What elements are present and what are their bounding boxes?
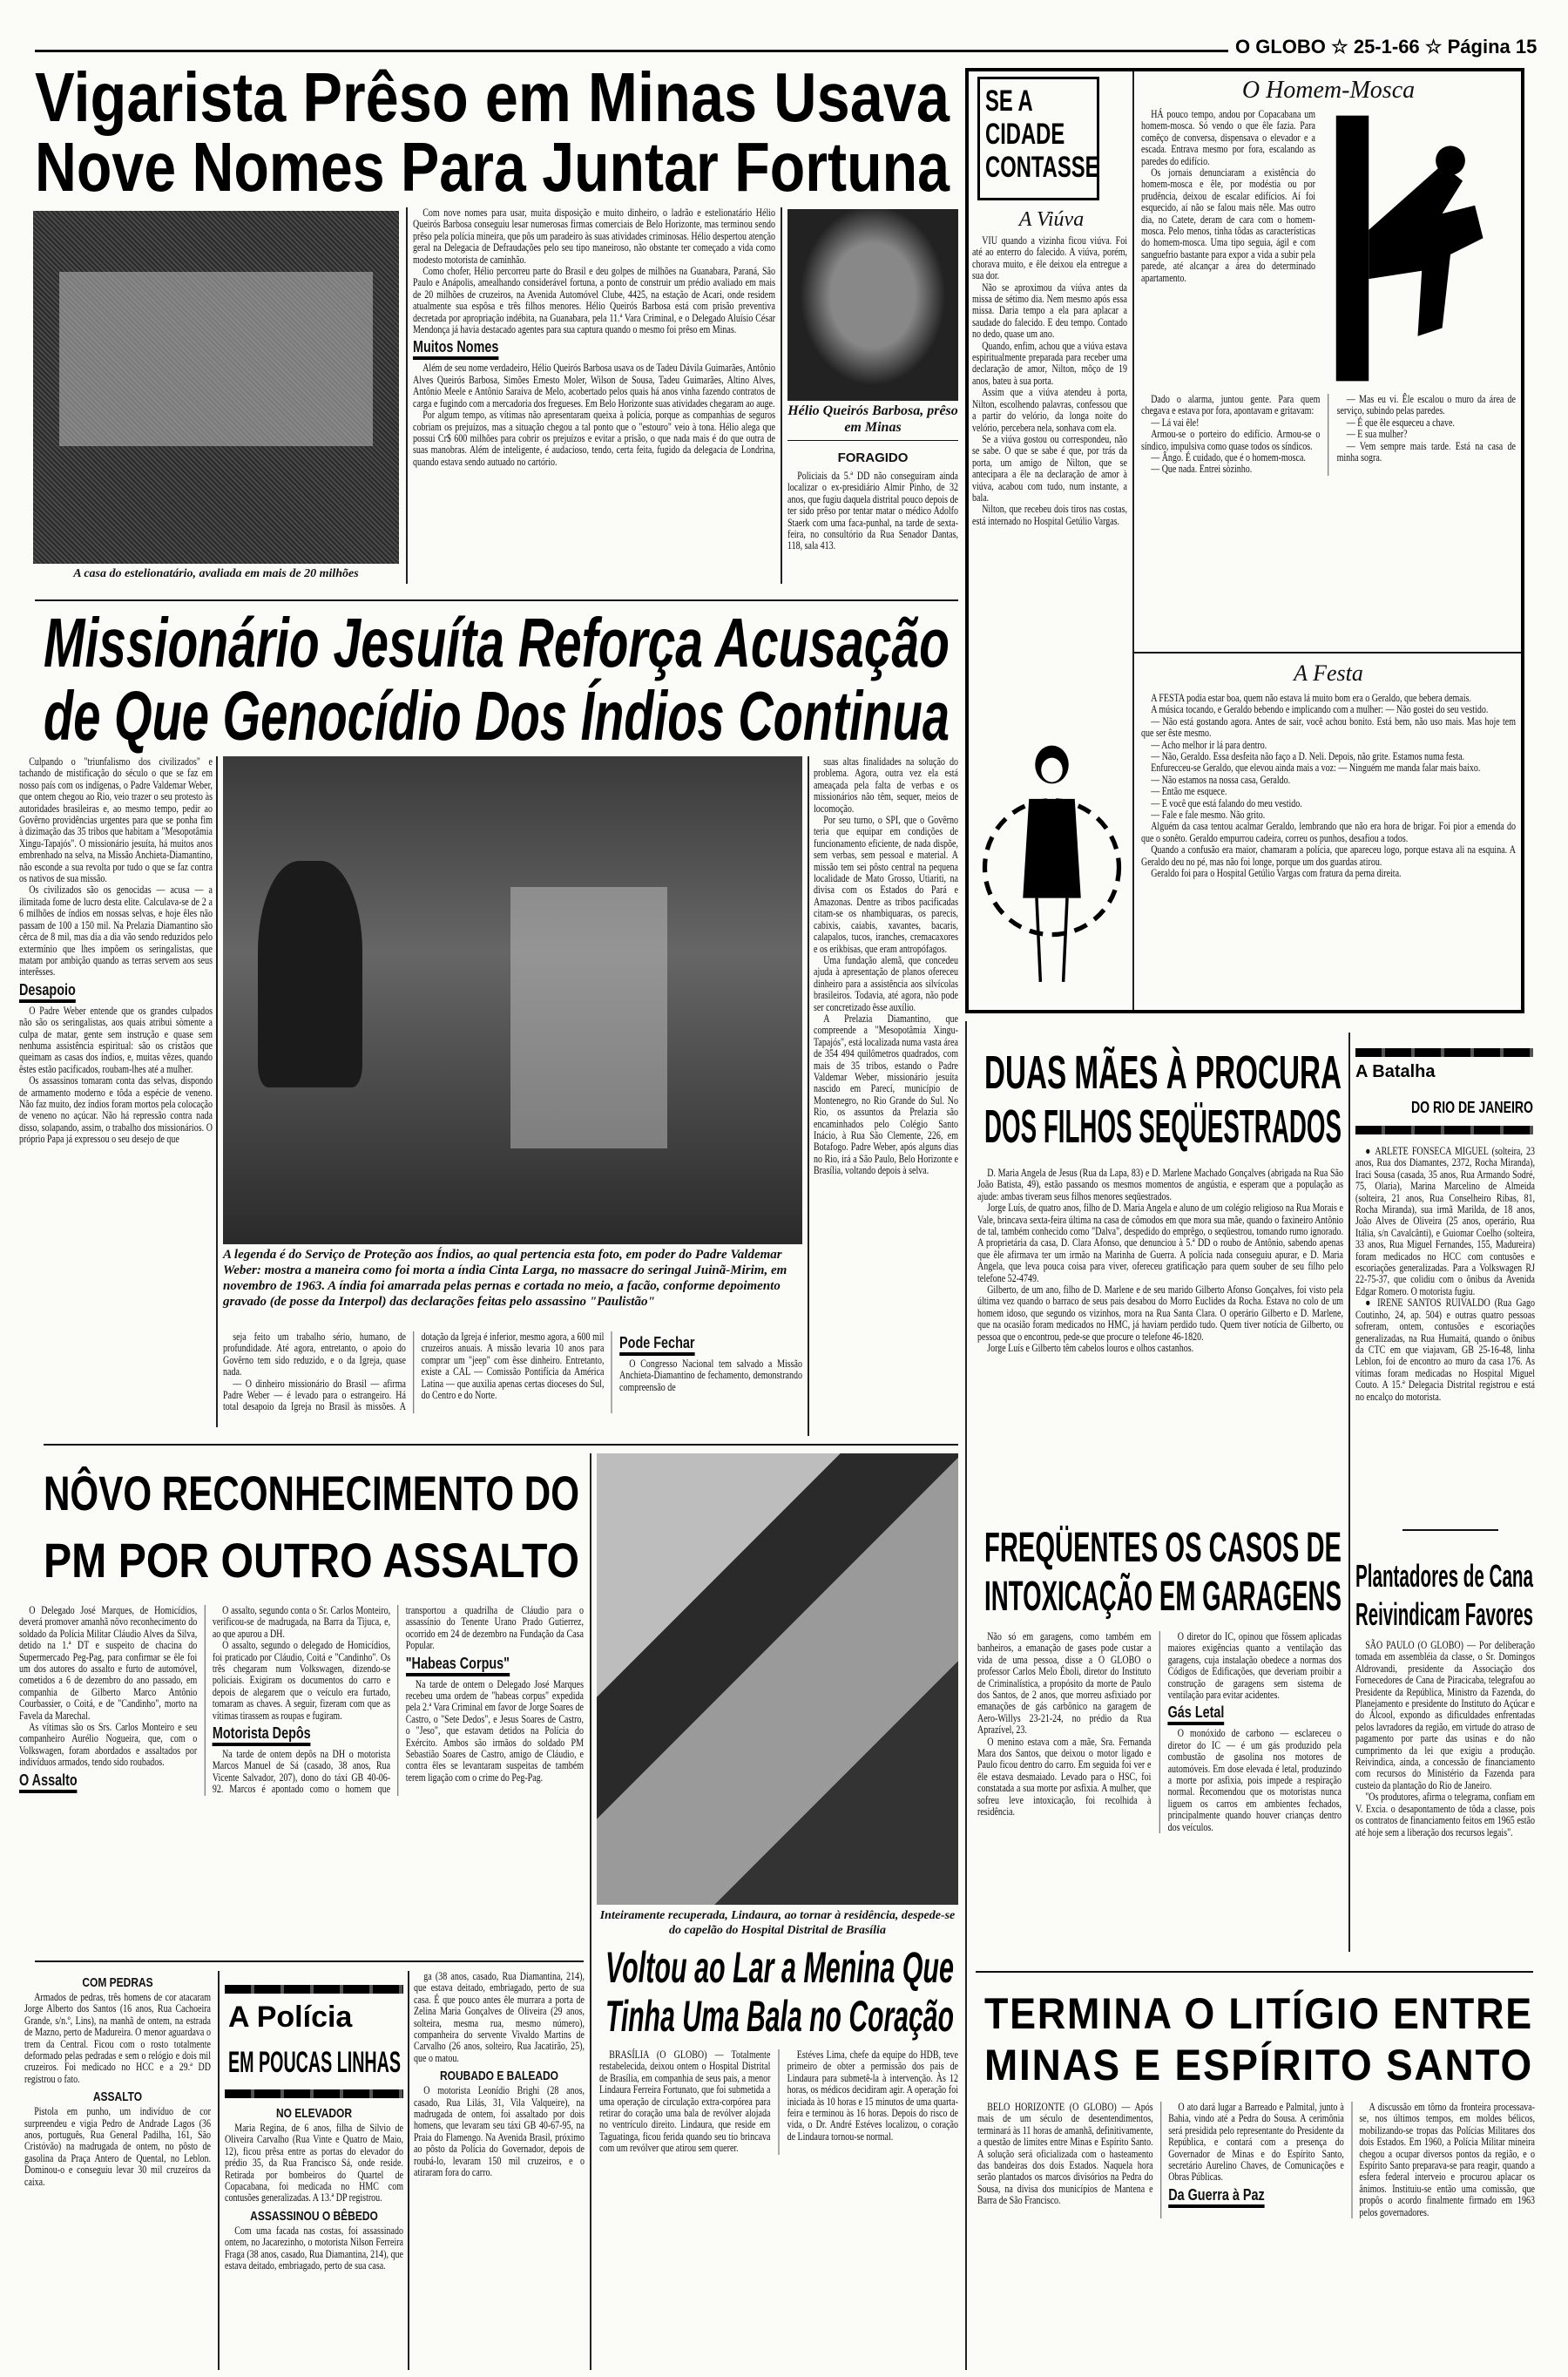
house-photo-caption: A casa do estelionatário, avaliada em mais de 20 milhões [73,567,359,580]
paragraph: — E sua mulher? [1346,428,1408,441]
duas-maes-headline-1: DUAS MÃES À PROCURA [984,1046,1342,1099]
termina-headline-2: MINAS E ESPÍRITO SANTO [984,2041,1533,2089]
paragraph: Se a viúva gostou ou correspondeu, não se sabe. O que se sabe é que, por trás da porta, um amigo de Nilton, que se antecipara a êle na declaração de amor à viúva, acabou com tudo, num instante, a bala. [972,432,1127,504]
festa-title: A Festa [1294,660,1363,686]
item-title: NO ELEVADOR [275,2106,353,2121]
paragraph: Na tarde de ontem o Delegado José Marques recebeu uma ordem de "habeas corpus" expedida pela 2.ª Vara Criminal em favor de Jorge Soares de Castro, o "Sete Dedos", e Jesus Soares de Castro, o "Jeso", que estavam detidos na Polícia do Exército. Ambos são irmãos do soldado PM Sebastião Soares de Castro, amigo de Cláudio, e contra êles se levantaram suspeitas de também terem ligação com o crime do Peg-Pag. [405,1677,584,1784]
paragraph: Uma fundação alemã, que concedeu ajuda à apresentação de planos ofereceu dinheiro para a assistência aos silvícolas brasileiros. Todavia, até agora, não pode ser concretizado êsse auxílio. [814,953,958,1013]
section-rule [35,599,958,601]
paragraph: O monóxido de carbono — esclareceu o diretor do IC — é um gás produzido pela combustão de gasolina nos motores de automóveis. Em dose elevada é letal, produzindo a morte por asfixia, pois impede a respiração normal. Recomendou que os motoristas nunca liguem os carros em ambientes fechados, principalmente quando houver crianças dentro dos veículos. [1167,1727,1342,1833]
termina-article [977,2102,1535,2367]
paragraph: seja feito um trabalho sério, humano, de profundidade. Até agora, entretanto, o apoio do Govêrno tem sido reduzido, e o da Igreja, quase nada. [223,1331,406,1378]
paragraph: As vítimas são os Srs. Carlos Monteiro e seu companheiro Aurélio Nogueira, que, com o Volkswagen, foram abordados e assaltados por indivíduos armados, tendo sido roubados. [19,1721,198,1769]
policia-left-column [24,1971,211,2372]
paragraph: Por algum tempo, as vítimas não apresentaram queixa à polícia, porque as companhias de seguros cobriam os prejuízos, mas a situação chegou a tal ponto que o "estouro" veio à tona. Hélio alega que possui Cr$ 600 milhões para cobrir os prejuízos e evitar a prisão, o que nada mais é do que outra de suas manobras. Além de inteligente, é audacioso, tendo, certa feita, fugido da delegacia de Londrina, quando estava sendo autuado no cartório. [413,409,775,468]
column-divider [1132,71,1134,1010]
voltou-headline-1-wrap [605,1945,1178,1991]
paragraph: Policiais da 5.ª DD não conseguiram ainda localizar o ex-presidiário Almir Pinho, de 32 anos, que fugiu daquela distrital pouco depois de ter sido prêso por tentar matar o médico Adolfo Staerk com uma faca-punhal, na tarde de sexta-feira, no consultório da Rua Senador Dantas, 118, sala 413. [787,470,958,552]
paragraph: — Que nada. Entrei sòzinho. [1151,463,1253,476]
homem-mosca-text [1141,109,1315,388]
frequentes-headline-1-wrap [984,1527,1568,1570]
portrait-caption: Hélio Queirós Barbosa, prêso em Minas [787,403,958,435]
festa-illustration [976,710,1128,1002]
batalha-items [1355,1146,1535,1512]
sidebar-bar [1355,1126,1533,1134]
subhead-gas-letal: Gás Letal [1168,1703,1225,1725]
paragraph: A FESTA podia estar boa, quem não estava lá muito bom era o Geraldo, que bebera demais. [1151,692,1471,704]
paragraph: Com uma facada nas costas, foi assassinado ontem, no Jacarezinho, o motorista Nilson Ferreira Fraga (38 anos, casado, Rua Diamantina, 214), que estava deitado, embriagado, perto de sua casa. [225,2224,403,2272]
voltou-headline-1: Voltou ao Lar a Menina Que [605,1943,954,1992]
paragraph: Assim que a viúva atendeu à porta, Nilton, escolhendo palavras, confessou que a partir do velório, da longa noite do velório, percebera nela, sonhava com ela. [972,386,1127,434]
paragraph: O assalto, segundo o delegado de Homicídios, foi praticado por Cláudio, Coitá e "Candinho". Os três chegaram num Volkswagen, dizendo-se policiais. Exigiram os documentos do carro e depois de alegarem que o veículo era furtado, tomaram as chaves. A seguir, fizeram com que as vítimas tirassem as roupas e fugiram. [212,1639,391,1722]
paragraph: Com nove nomes para usar, muita disposição e muito dinheiro, o ladrão e estelionatário Hélio Queirós Barbosa conseguiu lesar numerosas firmas comerciais de Belo Horizonte, mas terminou sendo prêso pela polícia mineira, que pôs um paradeiro às suas atividades criminosas. Hélio despertou atenção geral na Delegacia de Defraudações pelo seu tipo maneiroso, não obstante ter começado a vida como modesto motorista de caminhão. [413,207,775,266]
paragraph: O Delegado José Marques, de Homicídios, deverá promover amanhã nôvo reconhecimento do soldado da Polícia Militar Cláudio Alves da Silva, detido na 1.ª DT e suspeito de chacina do Supermercado Peg-Pag, para confirmar se êle foi um dos autores do assalto e furto de automóvel, cometidos a 6 de dezembro do ano passado, em companhia de Gilberto Marco Antônio Courbassier, o Coitá, e de "Candinho", morto na Favela da Marechal. [19,1604,198,1722]
paragraph: — Lá vai êle! [1151,416,1200,429]
paragraph: Estéves Lima, chefe da equipe do HDB, teve primeiro de obter a permissão dos pais de Lindaura para submetê-la à intervenção. Às 12 horas, os médicos decidiram agir. A operação foi iniciada às 10 horas e 15 minutos de uma quarta-feira e terminou às 16 horas. Depois do risco de vida, o Dr. André Estéves localizou, o coração de Lindaura tornou-se normal. [787,2049,958,2143]
paragraph: O Padre Weber entende que os grandes culpados não são os seringalistas, aos quais atribui sòmente a culpa de matar, gente sem instrução e quase sem nenhuma assistência espiritual: são os cristãos que queimam as casas dos índios, e, muitas vêzes, quando êstes estão pacificados, roubam-lhes até a mulher. [19,1004,213,1075]
batalha-subtitle: DO RIO DE JANEIRO [1411,1099,1534,1116]
paragraph: — Não está gostando agora. Antes de sair, você achou bonito. Está bem, não uso mais. Mas hoje tem que ser êste mesmo. [1141,714,1516,740]
missionario-left-column [19,756,213,1427]
frequentes-headline-2-wrap [984,1575,1568,1619]
paragraph: — O dinheiro missionário do Brasil — afirma Padre Weber — é levado para o estrangeiro. Há total desapoio da Igreja no Brasil às missões. A dotação da Igreja é inferior, mesmo agora, a 600 mil cruzeiros anuais. A missão levaria 10 anos para comprar um "jeep" com êsse dinheiro. Entretanto, existe a CAL — Comissão Pontifícia da América Latina — que auxilia apenas certas dioceses do Sul, do Centro e do Norte. [223,1331,605,1413]
paragraph: A Prelazia Diamantino, que compreende a "Mesopotâmia Xingu-Tapajós", está localizada numa vasta área de 354 494 quilômetros quadrados, com mais de 35 tribos, estando o Padre Valdemar Weber, missionário jesuíta nascido em Parecí, município de Montenegro, no Rio Grande do Sul. No Rio, os assuntos da Prelazia são encaminhados pelo Colégio Santo Inácio, à Rua São Clemente, 226, em Botafogo. Padre Weber, após alguns dias no Rio, irá a São Paulo, Belo Horizonte e Brasília, voltando depois à selva. [814,1012,958,1177]
paragraph: — Não estamos na nossa casa, Geraldo. [1151,773,1291,786]
paragraph: Jorge Luís, de quatro anos, filho de D. Maria Angela e aluno de um colégio religioso na Rua Morais e Vale, brincava sexta-feira última na casa de cômodos em que mora sua mãe, quando o faxineiro Antônio de tal, também conhecido como "Dalva", despedido do emprêgo, o seqüestrou, tomando rumo ignorado. A proprietária da casa, D. Clara Afonso, que denunciou à 5.ª DD o roubo de Antônio, sabendo apenas que êle afirmava ter um irmão na Marinha de Guerra. A polícia nada conseguiu apurar, e D. Maria Angela, que leva pouca coisa para viver, ofereceu gratificação para quem souber de seu filho pelo telefone 52-4749. [977,1202,1343,1284]
paragraph: D. Maria Angela de Jesus (Rua da Lapa, 83) e D. Marlene Machado Gonçalves (abrigada na Rua São João Batista, 49), estão passando os mesmos momentos de angústia, e esperam que a população as ajude: ambas tiveram seus filhos menores seqüestrados. [977,1167,1343,1202]
policia-title-2: EM POUCAS LINHAS [228,2046,402,2079]
missionario-right-column [814,756,958,1436]
paragraph: Gilberto, de um ano, filho de D. Marlene e de seu marido Gilberto Afonso Gonçalves, foi visto pela última vez quando o barraco de seus pais desabou do Morro Euclides da Rocha. Estava no colo de um homem idoso, que segundo os vizinhos, mora na Rua Santa Clara. O operário Gilberto e D. Marlene, que na ocasião foram medicados no HMC, já haviam perdido tudo. Quem tiver notícia de Gilberto, ou pessoa que o encontrou, pede-se que procure o telefone 46-1820. [977,1283,1343,1343]
vigarista-headline-2: Nove Nomes Para Juntar Fortuna [35,128,950,206]
masthead [1235,37,1562,59]
vigarista-article [413,207,775,584]
lindaura-photo-caption: Inteiramente recuperada, Lindaura, ao tornar à residência, despede-se do capelão do Hospital Distrital de Brasília [599,1909,956,1937]
termina-headline-1: TERMINA O LITÍGIO ENTRE [984,1989,1533,2038]
column-divider [965,1021,967,2370]
column-divider [216,756,218,1427]
policia-bar [225,2089,403,2098]
frequentes-article [977,1631,1342,1949]
section-rule [44,1444,958,1446]
paragraph: Não só em garagens, como também em banheiros, a emanação de gases pode custar a vida de uma pessoa, disse a O GLOBO o professor Carlos Melo Éboli, diretor do Instituto de Criminalística, a propósito da morte de Paulo dos Santos, de 2 anos, que morreu asfixiado por emanações de gás carbônico na garagem de Aero-Willys 23-21-24, no prédio da Rua Aprazível, 23. [977,1630,1152,1737]
paragraph: HÁ pouco tempo, andou por Copacabana um homem-mosca. Só vendo o que êle fazia. Para comêço de conversa, dispensava o elevador e a escada. Entrava mesmo por fora, escalando as paredes do edifício. [1141,108,1315,167]
novo-reconhecimento-headline-1: NÔVO RECONHECIMENTO DO [44,1466,579,1520]
paragraph: O diretor do IC, opinou que fôssem aplicadas maiores exigências quanto a ventilação das garagens, cuja instalação obedece a normas dos Códigos de Edificações, que deveriam proibir a construção de garagens sem sistema de ventilação para evitar acidentes. [1167,1630,1342,1702]
subhead-o-assalto: O Assalto [19,1771,78,1793]
paragraph: Na tarde de ontem depôs na DH o motorista Marcos Manuel de Sá (casado, 38 anos, Rua Vicente Salvador, 207), dono do táxi GB 40-06-92. Marcos é apontado como o homem que transportou a quadrilha de Cláudio para o assassínio do Tenente Urano Prado Gutierrez, ocorrido em 24 de dezembro na Fundação da Casa Popular. [212,1604,584,1796]
column-logo-text: SE A CIDADE CONTASSE [985,85,1099,184]
column-divider [408,1971,409,2370]
subhead-muitos-nomes: Muitos Nomes [413,338,498,360]
paragraph: Geraldo foi para o Hospital Getúlio Vargas com fratura da perna direita. [1151,867,1402,880]
paragraph: Maria Regina, de 6 anos, filha de Silvio de Oliveira Carvalho (Rua Vinte e Quatro de Maio, 12), ficou prêsa entre as portas do elevador do prédio 35, da Rua Francisco Sá, onde reside. Retirada por bombeiros do Quartel de Copacabana, foi medicada no HMC com contusões generalizadas. A 13.ª DP registrou. [225,2122,403,2204]
subhead-habeas-corpus: "Habeas Corpus" [406,1655,510,1676]
column-divider [808,756,809,1436]
plantadores-headline-1: Plantadores de Cana [1355,1558,1533,1594]
paragraph: Nilton, que recebeu dois tiros nas costas, está internado no Hospital Getúlio Vargas. [972,503,1127,527]
policia-bar [225,1985,403,1994]
paragraph: O assalto, segundo conta o Sr. Carlos Monteiro, verificou-se de madrugada, na Barra da Tijuca, e, ao que apurou a DH. [212,1604,391,1640]
homem-mosca-title: O Homem-Mosca [1241,77,1416,104]
paragraph: A música tocando, e Geraldo bebendo e implicando com a mulher: — Não gostei do seu vestido. [1151,703,1489,716]
item-title: ROUBADO E BALEADO [439,2069,558,2084]
duas-maes-article [977,1168,1343,1490]
paragraph: Armados de pedras, três homens de cor atacaram Jorge Alberto dos Santos (16 anos, Rua Cachoeira Grande, s/n.º, Lins), na manhã de ontem, na estrada de Mazno, perto de Madureira. O menor aguardava o trem da Central. Ficou com o rosto totalmente deformado pelas pedradas e sem o relógio e dois mil cruzeiros. Foi medicado no HCC e a 29.ª DD registrou o fato. [24,1991,212,2085]
column-divider [781,207,782,584]
subhead-pode-fechar: Pode Fechar [619,1334,694,1356]
plantadores-headline-2: Reivindicam Favores [1355,1596,1534,1632]
voltou-headline-2: Tinha Uma Bala no Coração [605,1992,955,2041]
frequentes-headline-1: FREQÜENTES OS CASOS DE [984,1525,1342,1571]
paragraph: — Fale e fale mesmo. Não grito. [1151,809,1266,822]
divider [787,440,958,441]
masthead-folio: O GLOBO ☆ 25-1-66 ☆ Página 15 [1235,36,1538,58]
paragraph: Culpando o "triunfalismo dos civilizados" e tachando de mistificação do século o que se faz em nosso país com os indígenas, o Padre Valdemar Weber, que ontem chegou ao Rio, veio trazer o seu protesto às autoridades brasileiras e, ao mesmo tempo, pedir ao Govêrno providências urgentes para que se ponha fim à dizimação das 35 tribos que habitam a "Mesopotâmia Xingu-Tapajós". O missionário jesuíta, há muitos anos embrenhado na selva, na Missão Anchieta-Diamantino, não esconde a sua revolta por tudo o que se faz contra os nativos de sua missão. [19,755,213,885]
paragraph: O menino estava com a mãe, Sra. Fernanda Mara dos Santos, que deixou o motor ligado e Paulo ficou dentro do carro. Em seguida foi ver e êle estava desmaiado. Levado para o HSC, foi constatada a sua morte por asfixia. A mulher, que sofreu leve intoxicação, foi recolhida à residência. [977,1735,1152,1818]
homem-mosca-illustration [1320,109,1516,388]
portrait-photo [787,209,958,401]
paragraph: O ato dará lugar a Barreado e Palmital, junto à Bahia, vindo até a Pedra do Sousa. A cerimônia será presidida pelo representante do Presidente da República, e contará com a presença do Governador de Minas e do Espírito Santo, secretário Aurelino Chaves, de Comunicações e Obras Públicas. [1168,2101,1344,2184]
vigarista-headline-1: Vigarista Prêso em Minas Usava [35,58,950,136]
paragraph: ● IRENE SANTOS RUIVALDO (Rua Gago Coutinho, 24, ap. 504) e outras quatro pessoas sofreram, ontem, contusões e escoriações generalizadas, na Rua Humaitá, quando o ônibus da CTC em que viajavam, GB 25-16-48, linha Leblon, foi de encontro ao muro da casa 176. As vítimas foram medicadas no Hospital Miguel Couto. A 15.ª Delegacia Distrital registrou e está no encalço do motorista. [1355,1297,1535,1403]
massacre-photo [223,756,802,1244]
paragraph: Os civilizados são os genocidas — acusa — a ilimitada fome de lucro desta elite. Calculava-se de 2 a 6 milhões de índios em nossas selvas, e hoje êles não passam de 100 a 150 mil. Na Prelazia Diamantino são cêrca de 8 mil, mas dia a dia vão sendo reduzidos pelo extermínio que lhes impõem os seringalistas, que matam por ambição quando as terras servem aos seus interêsses. [19,884,213,979]
novo-reconhecimento-headline-2-wrap [44,1535,666,1587]
column-divider [590,1453,591,2370]
paragraph: — Então me esquece. [1151,785,1227,798]
section-rule [976,1971,1533,1973]
subhead-da-guerra-a-paz: Da Guerra à Paz [1168,2186,1264,2208]
missionario-headline-1: Missionário Jesuíta Reforça Acusação [44,604,950,681]
policia-middle-column [225,2102,403,2370]
section-rule [35,1961,584,1962]
batalha-title: A Batalha [1355,1062,1436,1081]
item-title: ASSASSINOU O BÊBEDO [250,2208,378,2224]
paragraph: Quando, enfim, achou que a viúva estava espiritualmente preparada para receber uma declaração de amor, Nilton, môço de 19 anos, bateu à sua porta. [972,339,1127,387]
paragraph: Enfurecceu-se Geraldo, que elevou ainda mais a voz: — Ninguém me manda falar mais baixo. [1151,762,1481,775]
lindaura-photo [597,1453,958,1905]
paragraph: "Os produtores, afirma o telegrama, confiam em V. Excia. o desapontamento de tôda a classe, pois os contratos de financiamento feitos em 1965 estão até hoje sem a liberação dos recursos legais". [1355,1791,1535,1839]
batalha-title-wrap [1355,1063,1436,1081]
paragraph: Por seu turno, o SPI, que o Govêrno teria que equipar em condições de funcionamento eficiente, de nada dispõe, sem verbas, sem pessoal e material. A missão tem sei pôsto central na pequena localidade de Mato Grosso, Utiariti, na divisa com os Estados do Pará e Amazonas. Dentre as tribos pacificadas citam-se os nhambiquaras, os parecis, cabixis, caiabis, xavantes, bacaris, calapalos, tucos, iranches, cremacaxores e os erikbisas, que eram antropófagos. [814,814,958,955]
paragraph: VIU quando a vizinha ficou viúva. Foi até ao enterro do falecido. A viúva, porém, chorava muito, e êle deixou ela entregue a sua dor. [972,234,1127,282]
paragraph: — Ângo. É cuidado, que é o homem-mosca. [1151,451,1306,464]
column-logo [977,77,1099,200]
missionario-headline-2-wrap [44,677,1337,755]
missionario-headline-1-wrap [44,606,1315,680]
novo-reconhecimento-article [19,1605,584,1954]
column-divider [218,1971,220,2370]
paragraph: O motorista Leonídio Brighi (28 anos, casado, Rua Lilás, 31, Vila Valqueire), na madrugada de ontem, foi assaltado por dois homens, que levaram seu táxi GB 40-67-95, na Praia do Flamengo. Na Avenida Brasil, próximo ao pôsto da Polícia do Governador, depois de roubá-lo, levaram 150 mil cruzeiros, e o atiraram fora do carro. [414,2084,585,2179]
paragraph: O Congresso Nacional tem salvado a Missão Anchieta-Diamantino de fechamento, demonstrando compreensão de [619,1358,802,1393]
massacre-photo-caption: A legenda é do Serviço de Proteção aos Índios, ao qual pertencia esta foto, em poder do Padre Valdemar Weber: mostra a maneira como foi morta a índia Cinta Larga, no massacre do seringal Juinã-Mirim, em novembro de 1963. A índia foi amarrada pelas pernas e cortada no meio, a facão, conforme depoimento gravado (de posse da Interpol) das declarações feitas pelo assassino "Paulistão" [223,1248,787,1309]
paragraph: Quando a confusão era maior, chamaram a polícia, que apareceu logo, porque estava ali na esquina. A Geraldo deu no pé, mas não foi longe, porque um dos guardas atirou. [1141,843,1516,868]
paragraph: suas altas finalidades na solução do problema. Agora, outra vez ela está ameaçada pela falta de verbas e os missionários não têm, sequer, meios de locomoção. [814,755,958,815]
paragraph: Alguém da casa tentou acalmar Geraldo, lembrando que não era hora de brigar. Foi pior a emenda do que o sonêto. Geraldo empurrou cadeira, correu os punhos, desafiou a todos. [1141,820,1516,844]
viuva-title: A Viúva [1018,208,1085,231]
item-title: ASSALTO [92,2089,143,2105]
masthead-rule [35,50,1228,52]
paragraph: ga (38 anos, casado, Rua Diamantina, 214), que estava deitado, embriagado, perto de sua casa. É que pouco antes êle murrara a porta de Zelina Maria Gonçalves de Oliveira (29 anos, solteira, mesma rua, mesmo número), companheira do servente Vivaldo Martins de Carvalho (26 anos, solteiro, Rua Jacatirão, 25), que o matou. [414,1970,585,2064]
plantadores-article [1355,1640,1535,1949]
policia-right-column [414,1971,585,2372]
voltou-article [599,2049,958,2367]
paragraph: Jorge Luís e Gilberto têm cabelos louros e olhos castanhos. [987,1342,1194,1355]
paragraph: — Vem sempre mais tarde. Está na casa de minha sogra. [1336,439,1516,464]
duas-maes-headline-2: DOS FILHOS SEQÜESTRADOS [984,1100,1342,1153]
paragraph: Além de seu nome verdadeiro, Hélio Queirós Barbosa usava os de Tadeu Dávila Guimarães, Antônio Alves Queirós Barbosa, Simões Ernesto Moler, Wilson de Sousa, Tadeu Guimarães, Altino Alves, Antônio Meele e Antônio Saraiva de Melo, acobertado pelos quais há anos vinha fazendo contratos de carga e fugindo com a mercadoria dos fregueses. Em Belo Horizonte suas atividades chegaram ao auge. [413,362,775,410]
paragraph: Os assassinos tomaram conta das selvas, dispondo de armamento moderno e tôda a espécie de veneno. Não faz muito, dez índios foram mortos pela colocação de veneno no açúcar. Não há repressão contra nada disso, solapando, assim, o trabalho dos missionários. O próprio Papa já expressou o seu desejo de que [19,1074,213,1146]
paragraph: — Mas eu vi. Êle escalou o muro da área de serviço, subindo pelas paredes. [1336,393,1516,417]
house-photo [33,211,399,564]
subhead-motorista-depos: Motorista Depôs [213,1724,311,1746]
paragraph: — Acho melhor ir lá para dentro. [1151,738,1267,751]
paragraph: — É que êle esqueceu a chave. [1346,416,1455,429]
frequentes-headline-2: INTOXICAÇÃO EM GARAGENS [984,1574,1342,1620]
column-divider [406,207,408,584]
column-divider [1348,1033,1350,1952]
paragraph: SÃO PAULO (O GLOBO) — Por deliberação tomada em assembléia da classe, o Sr. Domingos Aldrovandi, presidente da Associação dos Fornecedores de Cana de Piracicaba, telegrafou ao Presidente da República, Ministro da Fazenda, do Planejamento e presidente do Instituto do Açúcar e do Álcool, expondo as dificuldades enfrentadas pelos lavradores da região, em virtude do atraso de pagamento por parte das usinas e do não cumprimento da lei que exigiu a produção. Reivindica, ainda, a concessão de financiamento com recursos do Ministério da Fazenda para custeio da plantação do Rio de Janeiro. [1355,1639,1535,1791]
paragraph: Dado o alarma, juntou gente. Para quem chegava e estava por fora, apontavam e gritavam: [1141,393,1321,417]
paragraph: ● ARLETE FONSECA MIGUEL (solteira, 23 anos, Rua dos Diamantes, 2372, Rocha Miranda), Iraci Sousa (casada, 35 anos, Rua Armando Sodré, 75, Olaria), Marina Marcelino de Almeida (solteira, 21 anos, Rua Conselheiro Ribas, 81, Rocha Miranda), sua irmã Marilda, de 18 anos, João Alves de Oliveira (25 anos, operário, Rua Itália, s/n Cavalcânti), e Guiomar Coelho (solteira, 33 anos, Rua Miguel Fernandes, 155, Madureira) foram medicados no HCC com contusões e escoriações generalizadas. Para a Volkswagen RJ 22-75-37, que colidiu com o ônibus da Avenida Edgar Romero. O motorista fugiu. [1355,1145,1535,1297]
item-title: COM PEDRAS [82,1975,153,1990]
paragraph: A discussão em tôrno da fronteira processava-se, nos últimos tempos, em moldes bélicos, mobilizando-se tropas das Polícias Militares dos dois Estados. Em 1960, a Polícia Militar mineira chegou a ocupar diversos pontos da região, e o Espírito Santo preparava-se para reagir, quando a esfera federal interveio e procurou aplacar os ânimos. Instituiu-se então uma comissão, que propôs o acordo finalmente firmado em 1963 pelos governadores. [1359,2101,1535,2218]
sidebar-bar [1355,1048,1533,1057]
batalha-subtitle-wrap [1411,1100,1567,1117]
novo-reconhecimento-headline-2: PM POR OUTRO ASSALTO [44,1533,580,1588]
missionario-headline-2: de Que Genocídio Dos Índios Continua [44,677,950,755]
paragraph: Armou-se o porteiro do edifício. Armou-se o síndico, impulsiva como quase todos os síndicos. [1141,428,1321,452]
foragido-title: FORAGIDO [837,450,909,465]
termina-headline-2-wrap [984,2042,1568,2089]
missionario-bottom-columns [223,1331,802,1436]
paragraph: Não se aproximou da viúva antes da missa de sétimo dia. Nem mesmo após essa missa. Daria tempo a ela para aplacar a saudade do falecido. E deu tempo. Contado no dedo, quase um ano. [972,281,1127,341]
policia-title-1: A Polícia [228,2001,353,2034]
paragraph: — E você que está falando do meu vestido. [1151,796,1302,809]
policia-title-1-wrap [228,2002,352,2034]
termina-headline-1-wrap [984,1991,1568,2037]
paragraph: BELO HORIZONTE (O GLOBO) — Após mais de um século de desentendimentos, terminará às 11 horas de amanhã, definitivamente, a questão de limites entre Minas e Espírito Santo. A solução será oficializada com o hasteamento das bandeiras dos dois Estados. Naquela hora serão plantados os marcos divisórios na Pedra do Sousa, na divisa dos municípios de Mantena e Barra de São Francisco. [977,2101,1153,2207]
paragraph: BRASÍLIA (O GLOBO) — Totalmente restabelecida, deixou ontem o Hospital Distrital de Brasília, em companhia de seus pais, a menor Lindaura Ferreira Fortunato, que foi submetida a uma operação de circulação extra-corpórea para retirar do coração uma bala de revólver alojada no ventrículo direito. Lindaura, que reside em Taguatinga, ficou ferida quando seu tio brincava com um revólver que atirou sem querer. [599,2049,771,2155]
paragraph: — Não, Geraldo. Essa desfeita não faço a D. Neli. Depois, não grite. Estamos numa festa. [1151,750,1465,763]
paragraph: Como chofer, Hélio percorreu parte do Brasil e deu golpes de milhões na Guanabara, Paraná, São Paulo e Anápolis, amealhando considerável fortuna, a ponto de construir um prédio avaliado em mais de 20 milhões de cruzeiros, na Avenida Automóvel Clube, 4425, na estação de Acari, onde residem atualmente sua espôsa e três filhos menores. Hélio Queirós Barbosa está com prisão preventiva decretada por apropriação indébita, na Guanabara, pela 11.ª Vara Criminal, e o Delegado Aluísio César Mendonça já havia destacado agentes para sua captura quando o mesmo foi prêso em Minas. [413,265,775,336]
foragido-text [787,471,958,584]
subhead-desapoio: Desapoio [19,981,76,1003]
paragraph: Pistola em punho, um indivíduo de cor surpreendeu e vigia Pedro de Andrade Lagos (36 anos, português, Rua General Padilha, 161, São Cristóvão) na madrugada de ontem, no pôsto de gasolina da Praça Antero de Quental, no Leblon. Dominou-o e conseguiu levar 30 mil cruzeiros da caixa. [24,2105,212,2188]
paragraph: Os jornais denunciaram a existência do homem-mosca e êle, por modéstia ou por prudência, deixou de escalar edifícios. Aí foi esquecido, aí não se falou mais nêle. Mas outro dia, no Catete, deram de cara com o homem-mosca. Pelo menos, tinha tôdas as características do homem-mosca. Uma tipo seguia, ágil e com sanguefrio bastante para expor a vida a subir pela parede, até alcançar a área do determinado apartamento. [1141,166,1315,284]
